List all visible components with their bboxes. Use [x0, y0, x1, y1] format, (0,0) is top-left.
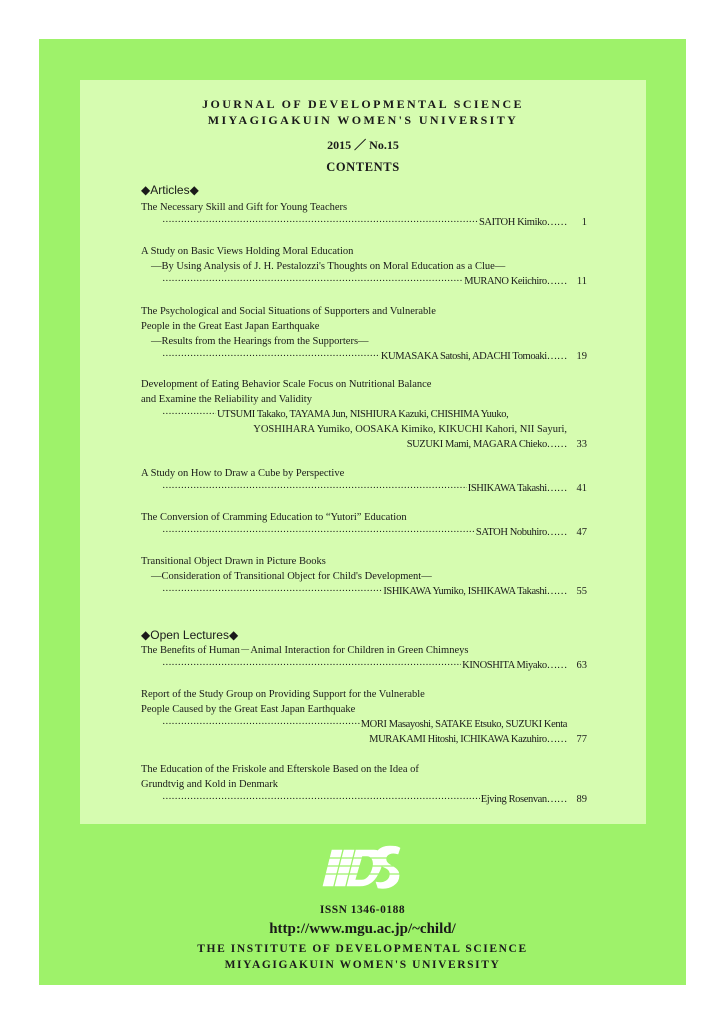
ids-logo — [322, 838, 406, 894]
toc-entry — [141, 244, 587, 289]
entry-authors: MURAKAMI Hitoshi, ICHIKAWA Kazuhiro — [369, 734, 547, 745]
entry-author-line — [141, 584, 587, 599]
entry-title-cont: People in the Great East Japan Earthquake — [141, 321, 320, 332]
dot-leader: …… — [546, 734, 567, 745]
entry-authors: UTSUMI Takako, TAYAMA Jun, NISHIURA Kazuki, CHISHIMA Yuuko, — [217, 409, 509, 420]
entry-author-line — [141, 658, 587, 673]
entry-page: 19 — [576, 351, 587, 362]
dot-leader — [162, 525, 475, 540]
entry-authors: SAITOH Kimiko — [478, 217, 547, 228]
entry-title-cont: and Examine the Reliability and Validity — [141, 394, 312, 405]
entry-page: 33 — [576, 439, 587, 450]
issn: ISSN 1346-0188 — [319, 904, 406, 916]
entry-authors-cont: YOSHIHARA Yumiko, OOSAKA Kimiko, KIKUCHI Kahori, NII Sayuri, — [253, 424, 567, 435]
dot-leader — [162, 215, 478, 230]
dot-leader — [162, 481, 467, 496]
entry-authors: MORI Masayoshi, SATAKE Etsuko, SUZUKI Kenta — [360, 719, 567, 730]
website-url[interactable]: http://www.mgu.ac.jp/~child/ — [269, 921, 456, 937]
institute-name: THE INSTITUTE OF DEVELOPMENTAL SCIENCE — [197, 943, 528, 955]
toc-entry — [141, 200, 587, 230]
entry-title: The Education of the Friskole and Efterskole Based on the Idea of — [141, 764, 419, 775]
entry-authors: ISHIKAWA Takashi — [467, 483, 547, 494]
entry-page: 63 — [576, 660, 587, 671]
entry-page: 1 — [581, 217, 587, 228]
entry-title: Transitional Object Drawn in Picture Books — [141, 556, 326, 567]
entry-page: 11 — [576, 276, 587, 287]
dot-leader: …… — [546, 660, 567, 671]
entry-authors: MURANO Keiichiro — [464, 276, 547, 287]
entry-author-line — [141, 349, 587, 364]
entry-author-line — [141, 717, 587, 732]
university-name: MIYAGIGAKUIN WOMEN'S UNIVERSITY — [207, 113, 519, 127]
entry-subtitle: —By Using Analysis of J. H. Pestalozzi's Thoughts on Moral Education as a Clue— — [151, 261, 506, 272]
dot-leader — [162, 717, 360, 732]
toc-entry — [141, 643, 587, 673]
entry-author-line — [141, 792, 587, 807]
dot-leader — [162, 792, 480, 807]
toc-entry — [141, 377, 587, 452]
toc-entry — [141, 304, 587, 364]
entry-author-line — [141, 274, 587, 289]
entry-title: A Study on Basic Views Holding Moral Education — [141, 246, 354, 257]
dot-leader — [162, 584, 382, 599]
dot-leader: …… — [546, 276, 567, 287]
entry-authors: ISHIKAWA Yumiko, ISHIKAWA Takashi — [383, 586, 547, 597]
entry-subtitle: —Consideration of Transitional Object for Child's Development— — [151, 571, 432, 582]
entry-title: The Necessary Skill and Gift for Young Teachers — [141, 202, 348, 213]
entry-title: The Psychological and Social Situations of Supporters and Vulnerable — [141, 306, 436, 317]
entry-subtitle: —Results from the Hearings from the Supporters— — [151, 336, 369, 347]
contents-heading: CONTENTS — [326, 160, 400, 174]
dot-leader — [162, 407, 216, 422]
entry-page: 89 — [576, 794, 587, 805]
dot-leader: …… — [546, 794, 567, 805]
dot-leader — [162, 274, 463, 289]
entry-author-line — [141, 525, 587, 540]
entry-authors: Ejving Rosenvan — [480, 794, 547, 805]
entry-title: Report of the Study Group on Providing Support for the Vulnerable — [141, 689, 425, 700]
dot-leader — [162, 658, 461, 673]
dot-leader: …… — [546, 527, 567, 538]
dot-leader: …… — [546, 586, 567, 597]
entry-authors: SUZUKI Mami, MAGARA Chieko — [406, 439, 547, 450]
entry-authors: KUMASAKA Satoshi, ADACHI Tomoaki — [380, 351, 547, 362]
articles-heading: ◆Articles◆ — [141, 183, 199, 197]
entry-authors: KINOSHITA Miyako — [462, 660, 547, 671]
entry-title-cont: Grundtvig and Kold in Denmark — [141, 779, 279, 790]
dot-leader: …… — [546, 351, 567, 362]
toc-entry — [141, 554, 587, 599]
entry-author-line — [141, 732, 587, 747]
header — [80, 96, 646, 174]
entry-author-line — [141, 437, 587, 452]
dot-leader: …… — [546, 483, 567, 494]
dot-leader: …… — [546, 439, 567, 450]
entry-page: 41 — [576, 483, 587, 494]
toc-entry — [141, 687, 587, 747]
entry-title-cont: People Caused by the Great East Japan Earthquake — [141, 704, 356, 715]
entry-page: 55 — [576, 586, 587, 597]
issue-number: 2015 ／ No.15 — [327, 138, 399, 152]
toc-entry — [141, 510, 587, 540]
entry-author-line — [141, 481, 587, 496]
entry-title: Development of Eating Behavior Scale Focus on Nutritional Balance — [141, 379, 432, 390]
entry-authors: SATOH Nobuhiro — [475, 527, 547, 538]
entry-title: A Study on How to Draw a Cube by Perspective — [141, 468, 345, 479]
open-lectures-heading: ◆Open Lectures◆ — [141, 628, 239, 642]
institute-university: MIYAGIGAKUIN WOMEN'S UNIVERSITY — [224, 959, 501, 971]
entry-title: The Conversion of Cramming Education to “Yutori” Education — [141, 512, 407, 523]
entry-author-line — [141, 215, 587, 230]
entry-page: 47 — [576, 527, 587, 538]
dot-leader — [162, 349, 380, 364]
entry-page: 77 — [576, 734, 587, 745]
toc-entry — [141, 466, 587, 496]
entry-title: The Benefits of Human－Animal Interaction for Children in Green Chimneys — [141, 645, 469, 656]
dot-leader: …… — [546, 217, 567, 228]
journal-title: JOURNAL OF DEVELOPMENTAL SCIENCE — [202, 97, 524, 111]
entry-author-line — [141, 407, 587, 422]
toc-entry — [141, 762, 587, 807]
